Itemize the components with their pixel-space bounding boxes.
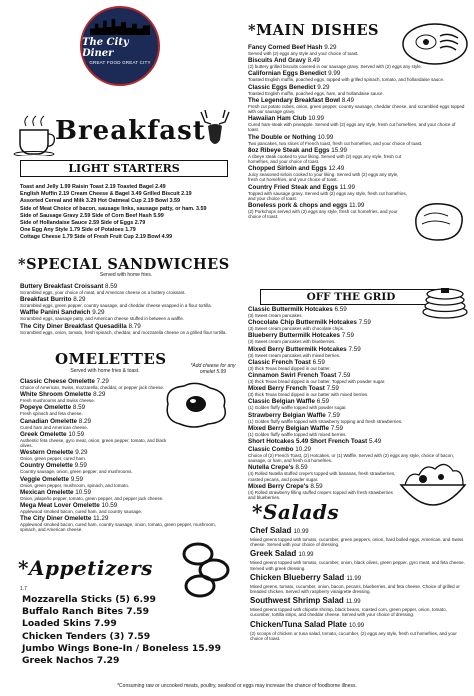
list-item xyxy=(248,134,466,146)
item-price: 11.99 xyxy=(349,202,365,210)
list-item xyxy=(248,346,466,358)
omelettes-note: Served with home fries & toast. xyxy=(70,368,140,374)
item-name: Loaded Skins xyxy=(22,618,91,630)
list-item xyxy=(22,631,234,642)
list-item xyxy=(248,385,466,397)
special-sandwiches-title: *SPECIAL SANDWICHES xyxy=(18,256,230,273)
light-starter-line: Side of Sausage Gravy 2.59 Side of Corn Beef Hash 5.99 xyxy=(20,212,164,219)
item-desc: Mixed greens, tomato, cucumber, onion, bacon, pecans, blueberries, and feta cheese. Choice of grilled or breaded chicken. Served with raspberry vinaigrette dressing. xyxy=(250,583,460,595)
item-name: Cinnamon Swirl French Toast xyxy=(248,372,337,380)
item-desc: Toasted English muffin, poached eggs, ham, and hollandaise sauce. xyxy=(248,90,384,96)
main-dishes-title: *MAIN DISHES xyxy=(248,22,380,39)
item-name: Chicken Blueberry Salad xyxy=(250,572,345,582)
light-starter-line: One Egg Any Style 1.79 Side of Potatoes 1.79 xyxy=(20,227,136,234)
item-desc: Fresh mushrooms and Swiss cheese. xyxy=(20,398,96,404)
item-desc: Applewood smoked bacon, cured ham, and country sausage. xyxy=(20,509,143,515)
list-item xyxy=(248,57,466,69)
item-desc: Scrambled eggs, onion, tomato, fresh spinach, cheddar, and mozzarella cheese on a grilled flour tortilla. xyxy=(20,329,227,335)
deer-head-icon xyxy=(195,108,235,152)
item-name: Chopped Sirloin and Eggs xyxy=(248,165,327,173)
list-item xyxy=(20,378,170,390)
light-starter-line: Assorted Cereal and Milk 3.29 Hot Oatmeal Cup 2.19 Bowl 3.59 xyxy=(20,198,180,205)
list-item xyxy=(248,332,466,344)
appetizers-title: *Appetizers xyxy=(18,556,153,580)
item-name: White Shroom Omelette xyxy=(20,391,92,399)
list-item xyxy=(248,438,466,445)
list-item xyxy=(248,319,466,331)
item-price: 7.59 xyxy=(330,424,343,432)
item-desc: Mixed greens topped with tomato, cucumber, onion, black olives, green pepper, gyro meat, and feta cheese. Served with greek dressing. xyxy=(250,560,465,571)
list-item xyxy=(248,398,466,410)
food-safety-footnote: *Consuming raw or uncooked meats, poultry, seafood or eggs may increase the chance of foodborne illness. xyxy=(117,683,357,689)
item-name: Mega Meat Lover Omelette xyxy=(20,502,100,510)
item-desc: Applewood smoked bacon, cured ham, country sausage, onion, tomato, green pepper, mushroom, spinach, and American cheese. xyxy=(20,522,216,533)
item-desc: Cured ham and American cheese. xyxy=(20,424,89,430)
item-desc: Onion, green pepper, cured ham. xyxy=(20,456,87,462)
list-item xyxy=(248,412,466,424)
item-desc: Mixed greens topped with chipotle shrimp, black beans, roasted corn, green pepper, onion, tomato, cucumber, tortilla strips, and cheddar cheese. Served with your choice of dressing. xyxy=(250,607,447,618)
item-name: Chicken/Tuna Salad Plate xyxy=(250,619,347,629)
item-price: 7.59 xyxy=(338,372,351,380)
item-name: Classic French Toast xyxy=(248,358,311,366)
list-item xyxy=(250,596,468,617)
item-name: Mixed Berry Buttermilk Hotcakes xyxy=(248,345,347,353)
item-desc: Choice of American, Swiss, mozzarella, cheddar, or pepper jack cheese. xyxy=(20,385,165,390)
item-name: 8oz Ribeye Steak and Eggs xyxy=(248,146,330,154)
item-desc: (3) Sweet cream pancakes. xyxy=(248,313,303,318)
item-price: 6.59 xyxy=(312,358,325,366)
list-item xyxy=(20,404,170,416)
list-item xyxy=(250,526,468,547)
item-price: 7.59 xyxy=(358,319,371,327)
item-price: 9.59 xyxy=(74,462,87,470)
item-name: Hawaiian Ham Club xyxy=(248,115,307,123)
item-price: 7.29 xyxy=(96,378,109,385)
list-item xyxy=(20,431,170,448)
item-desc: (3) thick Texas bread dipped in our batter. xyxy=(248,365,331,371)
list-item xyxy=(20,515,216,533)
item-name: The Legendary Breakfast Bowl xyxy=(248,96,341,104)
list-item xyxy=(248,425,466,437)
item-name: Short Hotcakes 5.49 Short French Toast xyxy=(248,438,368,446)
item-price: 6.99 xyxy=(133,594,156,605)
item-price: 8.59 xyxy=(310,482,323,490)
list-item xyxy=(22,618,234,629)
item-name: Greek Salad xyxy=(250,549,297,559)
item-price: 7.59 xyxy=(348,345,361,353)
item-price: 8.49 xyxy=(307,57,320,65)
item-name: Buttery Breakfast Croissant xyxy=(20,283,104,290)
item-price: 7.59 xyxy=(126,606,149,618)
list-item xyxy=(20,462,170,474)
item-name: Classic Eggs Benedict xyxy=(248,83,316,91)
breakfast-title: Breakfast xyxy=(55,116,206,146)
logo-name: The City Diner xyxy=(82,37,129,59)
item-name: Greek Nachos xyxy=(22,655,94,667)
item-price: 10.59 xyxy=(75,488,92,496)
item-desc: Scrambled eggs, sausage patty, and American cheese stuffed in between a waffle. xyxy=(20,316,185,322)
item-desc: Fresh cut potato cubes, onion, green pepper, country sausage, cheddar cheese, and scrambled eggs topped with our sausage gravy. xyxy=(248,103,465,115)
list-item xyxy=(22,594,234,605)
item-price: 8.59 xyxy=(105,283,118,290)
item-name: Greek Omelette xyxy=(20,430,67,438)
omelettes-list xyxy=(20,378,216,534)
item-price: 9.29 xyxy=(92,309,105,317)
item-name: Chef Salad xyxy=(250,526,292,535)
list-item xyxy=(248,84,466,96)
item-price: 6.59 xyxy=(334,306,347,313)
item-desc: Choice of (2) French Toast, (2) Hotcakes, or (1) Waffle. Served with (2) eggs any style, choice of bacon, sausage, or ham, and fresh cut homefries. xyxy=(248,453,455,464)
light-starter-line: Toast and Jelly 1.99 Raisin Toast 2.19 Toasted Bagel 2.49 xyxy=(20,184,166,190)
list-item xyxy=(248,115,466,132)
item-desc: (3) thick Texas bread dipped in our batter. Topped with powder sugar. xyxy=(248,379,386,385)
item-name: Mixed Berry Crepe's xyxy=(248,482,309,490)
item-name: Classic Belgian Waffle xyxy=(248,398,315,406)
list-item xyxy=(22,643,234,654)
list-item xyxy=(20,309,232,321)
item-name: Chocolate Chip Buttermilk Hotcakes xyxy=(248,319,357,327)
item-desc: Topped with sausage gravy. Served with (2) eggs any style, fresh cut homefries, and your choice of toast. xyxy=(248,190,407,201)
salad-bowl-icon xyxy=(395,455,471,519)
item-name: Boneless pork & chops and eggs xyxy=(248,202,348,210)
item-name: The City Diner Breakfast Quesadilla xyxy=(20,322,127,330)
item-name: Mixed Berry French Toast xyxy=(248,385,325,393)
item-desc: Cured ham-steak with pineapple. Served with (2) eggs any style, fresh cut homefries, and your choice of toast. xyxy=(248,122,456,133)
item-desc: (2) scoops of chicken or tuna salad, tomato, cucumber, (2) eggs any style, fresh cut homefries, and your choice of toast. xyxy=(250,630,457,641)
item-desc: Served with (2) eggs any style and your choice of toast. xyxy=(248,51,359,56)
item-name: Blueberry Buttermilk Hotcakes xyxy=(248,332,341,340)
list-item xyxy=(20,489,170,501)
fried-egg-icon xyxy=(162,380,232,430)
item-price: 11.99 xyxy=(346,599,361,606)
diner-logo xyxy=(80,6,158,84)
item-name: Jumbo Wings Bone-In / Boneless xyxy=(22,642,189,654)
item-name: Mexican Omelette xyxy=(20,488,74,496)
item-desc: (1) Golden fluffy waffle topped with powder sugar. xyxy=(248,405,347,411)
item-price: 10.59 xyxy=(101,502,118,510)
item-name: Western Omelette xyxy=(20,449,74,457)
item-desc: Authentic feta cheese, gyro meat, onion, green pepper, tomato, and black olives. xyxy=(20,437,167,449)
item-name: Waffle Panini Sandwich xyxy=(20,309,91,317)
item-name: Breakfast Burrito xyxy=(20,296,72,304)
list-item xyxy=(20,476,170,488)
item-name: Canadian Omelette xyxy=(20,417,78,425)
item-price: 8.79 xyxy=(128,322,141,330)
list-item xyxy=(20,296,232,308)
item-desc: (3) Sweet cream pancakes with mixed berries. xyxy=(248,352,341,358)
item-desc: Country sausage, onion, green pepper, and mushrooms. xyxy=(20,469,133,475)
item-price: 10.99 xyxy=(349,622,365,629)
list-item xyxy=(248,97,466,114)
item-price: 7.59 xyxy=(127,630,151,642)
appetizers-list xyxy=(22,594,234,667)
item-desc: (2) buttery grilled biscuits covered in our sausage gravy. Served with (2) eggs any style. xyxy=(248,64,422,70)
item-name: Chicken Tenders (3) xyxy=(22,630,125,642)
item-price: 7.59 xyxy=(341,332,355,340)
list-item xyxy=(250,620,468,641)
item-price: 8.29 xyxy=(93,391,106,399)
item-name: Country Omelette xyxy=(20,462,73,470)
item-price: 8.49 xyxy=(341,96,355,104)
item-desc: Scrambled eggs, your choice of meat, and American cheese on a buttery croissant. xyxy=(20,290,186,295)
item-price: 11.29 xyxy=(93,515,109,523)
item-name: Fancy Corned Beef Hash xyxy=(248,44,323,51)
item-desc: (1) Golden fluffy waffle topped with strawberry topping and fresh strawberries. xyxy=(248,418,403,424)
item-desc: (4) Rolled Nutella stuffed crepe's topped with bananas, fresh strawberries, roasted pecans, and powder sugar. xyxy=(248,471,396,482)
omelettes-addon-note: *Add cheese for any omelet 5.99 xyxy=(190,363,236,375)
list-item xyxy=(250,573,468,594)
item-name: Mixed Berry Belgian Waffle xyxy=(248,424,329,432)
item-price: 7.59 xyxy=(327,411,340,419)
list-item xyxy=(20,418,170,430)
item-name: Veggie Omelette xyxy=(20,475,69,483)
item-desc: Scrambled eggs, green pepper, country sausage, and cheddar cheese wrapped in a flour tortilla. xyxy=(20,303,212,309)
light-starters-list xyxy=(20,184,232,242)
list-item xyxy=(20,502,170,514)
light-starter-line: Side of Meat Choice of bacon, sausage links, sausage patty, or ham. 3.59 xyxy=(20,205,207,212)
list-item xyxy=(248,165,466,182)
item-price: 10.59 xyxy=(68,430,85,438)
item-price: 11.99 xyxy=(346,575,362,582)
item-name: The Double or Nothing xyxy=(248,133,316,141)
list-item xyxy=(20,283,232,295)
list-item xyxy=(248,44,466,56)
item-price: 10.99 xyxy=(308,115,324,123)
item-price: 9.29 xyxy=(75,449,88,457)
off-the-grid-title: OFF THE GRID xyxy=(260,289,442,305)
list-item xyxy=(20,323,232,335)
item-price: 9.59 xyxy=(70,475,84,483)
item-price: 7.29 xyxy=(96,655,120,667)
list-item xyxy=(22,606,234,617)
light-starters-title: LIGHT STARTERS xyxy=(20,160,228,177)
light-starter-line: Cottage Cheese 1.79 Side of Fresh Fruit Cup 2.19 Bowl 4.99 xyxy=(20,234,173,241)
item-price: 10.99 xyxy=(293,529,309,535)
item-desc: (3) Sweet cream pancakes with blueberries. xyxy=(248,339,336,345)
salads-title: *Salads xyxy=(252,500,340,524)
item-price: 12.49 xyxy=(328,165,345,173)
logo-tagline: GREAT FOOD GREAT CITY xyxy=(89,60,151,65)
item-name: Classic Cheese Omelette xyxy=(20,378,95,385)
item-price: 9.99 xyxy=(328,70,341,78)
item-name: Nutella Crepe's xyxy=(248,464,294,472)
item-name: Buffalo Ranch Bites xyxy=(22,606,124,618)
item-price: 8.59 xyxy=(295,464,308,472)
item-desc: Fresh spinach and feta cheese. xyxy=(20,411,83,417)
item-name: Classic Combo xyxy=(248,446,294,454)
item-desc: (1) Golden fluffy waffle topped with mixed berries. xyxy=(248,431,347,437)
item-price: 9.29 xyxy=(317,83,330,91)
item-desc: (4) Rolled strawberry filling stuffed crepe's topped with fresh strawberries and blueberries. xyxy=(248,489,393,501)
item-price: 8.59 xyxy=(72,404,86,412)
sandwiches-list xyxy=(20,283,232,336)
item-desc: Toasted English muffin, poached eggs, topped with grilled spinach, tomato, and hollandaise sauce. xyxy=(248,77,445,83)
list-item xyxy=(20,449,170,461)
salads-list xyxy=(250,526,468,642)
item-price: 8.29 xyxy=(78,417,92,425)
item-price: 15.99 xyxy=(191,642,221,654)
item-price: 6.59 xyxy=(316,398,329,406)
light-starter-line: Side of Hollandaise Sauce 2.59 Side of Eggs 2.79 xyxy=(20,220,146,227)
item-name: Classic Buttermilk Hotcakes xyxy=(248,306,333,313)
item-price: 10.99 xyxy=(298,552,314,559)
item-name: Mozzarella Sticks (5) xyxy=(22,594,130,605)
item-name: Popeye Omelette xyxy=(20,404,72,412)
list-item xyxy=(22,655,234,666)
item-name: Californian Eggs Benedict xyxy=(248,70,327,78)
list-item xyxy=(248,359,466,371)
list-item xyxy=(248,70,466,82)
item-name: Southwest Shrimp Salad xyxy=(250,596,344,606)
item-price: 10.99 xyxy=(317,133,334,141)
appetizers-note: 1.7 xyxy=(20,586,27,592)
item-desc: Juicy seasoned sirloin cooked to your liking. Served with (2) eggs any style, fresh cut homefries, and your choice of toast. xyxy=(248,172,399,183)
item-price: 15.99 xyxy=(331,146,348,154)
list-item xyxy=(250,549,468,570)
light-starter-line: English Muffin 2.19 Cream Cheese & Bagel 3.49 Grilled Biscuit 2.19 xyxy=(20,191,192,198)
item-name: Strawberry Belgian Waffle xyxy=(248,411,326,419)
item-desc: (3) Sweet cream pancakes with chocolate chips. xyxy=(248,326,345,332)
list-item xyxy=(20,391,170,403)
item-name: The City Diner Omelette xyxy=(20,515,92,523)
item-name: Biscuits And Gravy xyxy=(248,57,306,65)
main-dishes-list xyxy=(248,44,466,220)
omelettes-title: OMELETTES xyxy=(55,350,167,368)
list-item xyxy=(248,306,466,318)
item-price: 8.29 xyxy=(73,296,86,304)
item-desc: Onion, jalapeño pepper, tomato, green pepper, and pepper jack cheese. xyxy=(20,495,164,501)
item-price: 9.29 xyxy=(324,44,337,51)
item-desc: Mixed greens topped with tomato, cucumber, green peppers, onion, hard boiled eggs, American, and Swiss cheese. Served with your choice of dressing. xyxy=(250,537,464,548)
item-price: 7.99 xyxy=(94,618,117,630)
item-price: 11.99 xyxy=(339,183,355,191)
item-name: Country Fried Steak and Eggs xyxy=(248,183,338,191)
item-desc: (2) Porkchops served with (2) eggs any style, fresh cut homefries, and your choice of toast. xyxy=(248,209,398,220)
skyline-icon xyxy=(90,19,150,35)
item-price: 7.59 xyxy=(326,385,339,393)
list-item xyxy=(248,372,466,384)
item-price: 10.29 xyxy=(295,446,312,454)
steak-icon xyxy=(410,198,468,246)
item-desc: Two pancakes, two slices of French toast, fresh cut homefries, and your choice of toast. xyxy=(248,140,423,146)
item-desc: Onion, green pepper, mushroom, spinach, and tomato. xyxy=(20,482,130,488)
list-item xyxy=(248,147,466,164)
item-price: 5.49 xyxy=(368,438,382,446)
item-desc: A ribeye steak cooked to your liking. Served with (2) eggs any style, fresh cut homefries, and your choice of toast. xyxy=(248,153,402,165)
item-desc: (3) thick Texas bread dipped in our batter with mixed berries. xyxy=(248,392,369,398)
sandwiches-note: Served with home fries. xyxy=(99,272,153,278)
